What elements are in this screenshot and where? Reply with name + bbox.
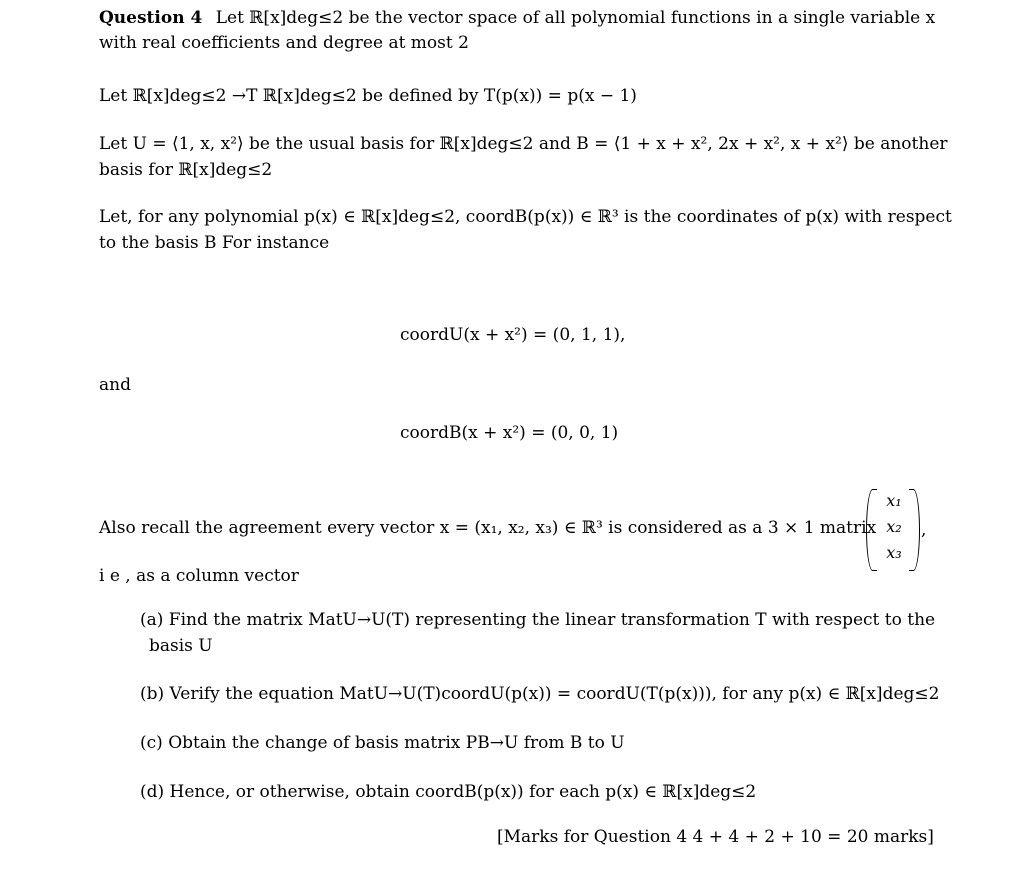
matrix-entry-1: x₁: [886, 491, 902, 510]
part-c: (c) Obtain the change of basis matrix PB→U from B to U: [140, 733, 625, 753]
definition-T: Let ℝ[x]deg≤2 →T ℝ[x]deg≤2 be defined by T(p(x)) = p(x − 1): [99, 86, 637, 106]
part-a-line-2: basis U: [149, 636, 213, 656]
matrix-comma: ,: [921, 520, 927, 540]
recall-line: Also recall the agreement every vector x = (x₁, x₂, x₃) ∈ ℝ³ is considered as a 3 × 1 matrix: [99, 518, 877, 538]
column-matrix: [872, 489, 914, 569]
question-label: Question 4: [99, 8, 203, 28]
coord-line-2: to the basis B For instance: [99, 233, 330, 253]
part-b: (b) Verify the equation MatU→U(T)coordU(p(x)) = coordU(T(p(x))), for any p(x) ∈ ℝ[x]deg≤2: [140, 684, 940, 704]
part-d: (d) Hence, or otherwise, obtain coordB(p(x)) for each p(x) ∈ ℝ[x]deg≤2: [140, 782, 757, 802]
example-coord-B: coordB(x + x²) = (0, 0, 1): [400, 423, 619, 443]
intro-line-1: [99, 8, 935, 28]
left-paren: [866, 489, 877, 571]
marks-line: [Marks for Question 4 4 + 4 + 2 + 10 = 20 marks]: [497, 827, 934, 847]
intro-text-1: Let ℝ[x]deg≤2 be the vector space of all polynomial functions in a single variable x: [215, 8, 936, 28]
coord-line-1: Let, for any polynomial p(x) ∈ ℝ[x]deg≤2, coordB(p(x)) ∈ ℝ³ is the coordinates of p(x) with respect: [99, 207, 952, 227]
ie-line: i e , as a column vector: [99, 566, 299, 586]
example-coord-U: coordU(x + x²) = (0, 1, 1),: [400, 325, 626, 345]
basis-line-1: Let U = ⟨1, x, x²⟩ be the usual basis for ℝ[x]deg≤2 and B = ⟨1 + x + x², 2x + x², x + x²⟩ be another: [99, 134, 948, 154]
right-paren: [909, 489, 920, 571]
and-text: and: [99, 375, 131, 395]
intro-line-2: with real coefficients and degree at most 2: [99, 33, 469, 53]
matrix-entry-3: x₃: [886, 543, 902, 562]
basis-line-2: basis for ℝ[x]deg≤2: [99, 160, 273, 180]
part-a-line-1: (a) Find the matrix MatU→U(T) representing the linear transformation T with respect to the: [140, 610, 936, 630]
matrix-entry-2: x₂: [886, 517, 902, 536]
